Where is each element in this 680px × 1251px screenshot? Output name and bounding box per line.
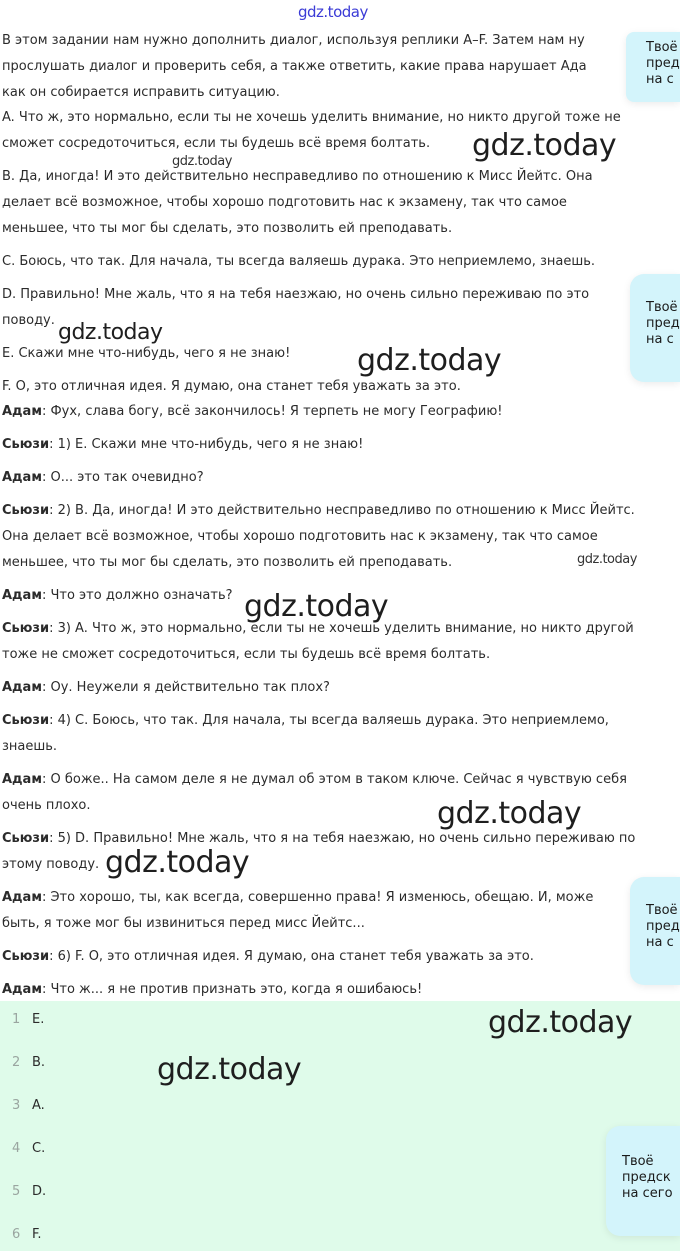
dialogue-line bbox=[2, 916, 365, 932]
watermark: gdz.today bbox=[472, 128, 617, 163]
answer-number: 5 bbox=[12, 1184, 21, 1199]
promo-line: Твоё bbox=[622, 1154, 654, 1169]
promo-line: Твоё bbox=[646, 300, 678, 315]
promo-line: пред bbox=[646, 919, 680, 934]
watermark-top: gdz.today bbox=[298, 3, 368, 21]
answer-number: 2 bbox=[12, 1055, 21, 1070]
answer-number: 4 bbox=[12, 1141, 21, 1156]
answer-number: 1 bbox=[12, 1012, 21, 1027]
dialogue-line bbox=[2, 588, 233, 604]
intro-line: как он собирается исправить ситуацию. bbox=[2, 85, 280, 100]
answer-number: 3 bbox=[12, 1098, 21, 1113]
promo-popup[interactable] bbox=[630, 877, 680, 985]
speaker-name: Адам bbox=[2, 588, 42, 603]
dialogue-line bbox=[2, 831, 635, 847]
watermark: gdz.today bbox=[58, 320, 163, 345]
speaker-name: Адам bbox=[2, 982, 42, 997]
option-line: A. Что ж, это нормально, если ты не хочешь уделить внимание, но никто другой тоже не bbox=[2, 110, 621, 125]
dialogue-text: очень плохо. bbox=[2, 798, 91, 813]
speaker-name: Сьюзи bbox=[2, 437, 50, 452]
dialogue-text: тоже не сможет сосредоточиться, если ты будешь всё время болтать. bbox=[2, 647, 491, 662]
dialogue-line bbox=[2, 857, 99, 873]
promo-popup[interactable] bbox=[626, 32, 680, 102]
dialogue-line bbox=[2, 798, 90, 814]
answer-row bbox=[12, 1012, 44, 1028]
speaker-name: Адам bbox=[2, 680, 42, 695]
answer-value: B. bbox=[32, 1055, 46, 1070]
speaker-name: Адам bbox=[2, 890, 42, 905]
answer-value: F. bbox=[32, 1227, 42, 1242]
dialogue-text: : О боже.. На самом деле я не думал об этом в таком ключе. Сейчас я чувствую себя bbox=[41, 772, 627, 787]
option-line: C. Боюсь, что так. Для начала, ты всегда валяешь дурака. Это неприемлемо, знаешь. bbox=[2, 254, 596, 269]
dialogue-text: быть, я тоже мог бы извиниться перед мисс Йейтс... bbox=[2, 916, 365, 931]
dialogue-line bbox=[2, 503, 635, 519]
dialogue-line bbox=[2, 739, 57, 755]
dialogue-text: знаешь. bbox=[2, 739, 58, 754]
promo-line: на сего bbox=[622, 1186, 673, 1201]
answer-value: D. bbox=[32, 1184, 47, 1199]
dialogue-line bbox=[2, 437, 363, 453]
answer-row bbox=[12, 1141, 45, 1157]
answer-row bbox=[12, 1184, 46, 1200]
intro-line: В этом задании нам нужно дополнить диалог, используя реплики А–F. Затем нам ну bbox=[2, 33, 585, 48]
watermark: gdz.today bbox=[244, 589, 389, 624]
dialogue-line bbox=[2, 949, 534, 965]
dialogue-text: : Что это должно означать? bbox=[41, 588, 233, 603]
speaker-name: Сьюзи bbox=[2, 503, 50, 518]
dialogue-text: : 3) A. Что ж, это нормально, если ты не хочешь уделить внимание, но никто другой bbox=[49, 621, 634, 636]
dialogue-text: : 1) E. Скажи мне что-нибудь, чего я не знаю! bbox=[49, 437, 364, 452]
answer-row bbox=[12, 1227, 42, 1243]
dialogue-line bbox=[2, 529, 598, 545]
option-line: поводу. bbox=[2, 313, 55, 328]
promo-line: на с bbox=[646, 72, 674, 87]
dialogue-text: меньшее, что ты мог бы сделать, это позволить ей преподавать. bbox=[2, 555, 453, 570]
option-line: меньшее, что ты мог бы сделать, это позволить ей преподавать. bbox=[2, 221, 453, 236]
option-line: делает всё возможное, чтобы хорошо подготовить нас к экзамену, так что самое bbox=[2, 195, 567, 210]
watermark: gdz.today bbox=[437, 796, 582, 831]
speaker-name: Адам bbox=[2, 470, 42, 485]
promo-popup[interactable] bbox=[630, 274, 680, 382]
dialogue-text: : 4) C. Боюсь, что так. Для начала, ты всегда валяешь дурака. Это неприемлемо, bbox=[49, 713, 609, 728]
dialogue-text: : Это хорошо, ты, как всегда, совершенно права! Я изменюсь, обещаю. И, може bbox=[41, 890, 594, 905]
watermark: gdz.today bbox=[157, 1052, 302, 1087]
dialogue-text: : Что ж... я не против признать это, когда я ошибаюсь! bbox=[41, 982, 423, 997]
speaker-name: Сьюзи bbox=[2, 831, 50, 846]
dialogue-text: : О... это так очевидно? bbox=[41, 470, 204, 485]
promo-line: пред bbox=[646, 316, 680, 331]
dialogue-line bbox=[2, 404, 502, 420]
answer-value: A. bbox=[32, 1098, 45, 1113]
option-line: E. Скажи мне что-нибудь, чего я не знаю! bbox=[2, 346, 291, 361]
dialogue-text: Она делает всё возможное, чтобы хорошо подготовить нас к экзамену, так что самое bbox=[2, 529, 598, 544]
answer-row bbox=[12, 1055, 45, 1071]
dialogue-line bbox=[2, 772, 627, 788]
speaker-name: Адам bbox=[2, 772, 42, 787]
promo-line: Твоё bbox=[646, 40, 678, 55]
option-line: сможет сосредоточиться, если ты будешь всё время болтать. bbox=[2, 136, 431, 151]
intro-line: прослушать диалог и проверить себя, а также ответить, какие права нарушает Ада bbox=[2, 59, 587, 74]
option-line: B. Да, иногда! И это действительно несправедливо по отношению к Мисс Йейтс. Она bbox=[2, 169, 593, 184]
answer-row bbox=[12, 1098, 45, 1114]
option-line: F. О, это отличная идея. Я думаю, она станет тебя уважать за это. bbox=[2, 379, 461, 394]
speaker-name: Сьюзи bbox=[2, 621, 50, 636]
promo-line: на с bbox=[646, 332, 674, 347]
dialogue-line bbox=[2, 555, 452, 571]
dialogue-line bbox=[2, 470, 204, 486]
answer-number: 6 bbox=[12, 1227, 21, 1242]
promo-line: на с bbox=[646, 935, 674, 950]
watermark: gdz.today bbox=[105, 845, 250, 880]
promo-line: пред bbox=[646, 56, 680, 71]
answer-value: C. bbox=[32, 1141, 46, 1156]
speaker-name: Сьюзи bbox=[2, 713, 50, 728]
dialogue-text: : 6) F. О, это отличная идея. Я думаю, она станет тебя уважать за это. bbox=[49, 949, 534, 964]
dialogue-text: : 5) D. Правильно! Мне жаль, что я на тебя наезжаю, но очень сильно переживаю по bbox=[49, 831, 636, 846]
speaker-name: Адам bbox=[2, 404, 42, 419]
dialogue-line bbox=[2, 982, 422, 998]
dialogue-text: : Оу. Неужели я действительно так плох? bbox=[41, 680, 330, 695]
promo-popup[interactable] bbox=[606, 1126, 680, 1236]
promo-line: предск bbox=[622, 1170, 671, 1185]
promo-line: Твоё bbox=[646, 903, 678, 918]
watermark: gdz.today bbox=[172, 154, 232, 169]
dialogue-line bbox=[2, 713, 609, 729]
answer-value: E. bbox=[32, 1012, 45, 1027]
speaker-name: Сьюзи bbox=[2, 949, 50, 964]
watermark: gdz.today bbox=[577, 552, 637, 567]
dialogue-line bbox=[2, 647, 490, 663]
watermark: gdz.today bbox=[357, 343, 502, 378]
dialogue-text: этому поводу. bbox=[2, 857, 100, 872]
dialogue-text: : 2) B. Да, иногда! И это действительно несправедливо по отношению к Мисс Йейтс. bbox=[49, 503, 635, 518]
dialogue-text: : Фух, слава богу, всё закончилось! Я терпеть не могу Географию! bbox=[41, 404, 503, 419]
option-line: D. Правильно! Мне жаль, что я на тебя наезжаю, но очень сильно переживаю по это bbox=[2, 287, 590, 302]
dialogue-line bbox=[2, 890, 593, 906]
watermark: gdz.today bbox=[488, 1005, 633, 1040]
dialogue-line bbox=[2, 680, 330, 696]
